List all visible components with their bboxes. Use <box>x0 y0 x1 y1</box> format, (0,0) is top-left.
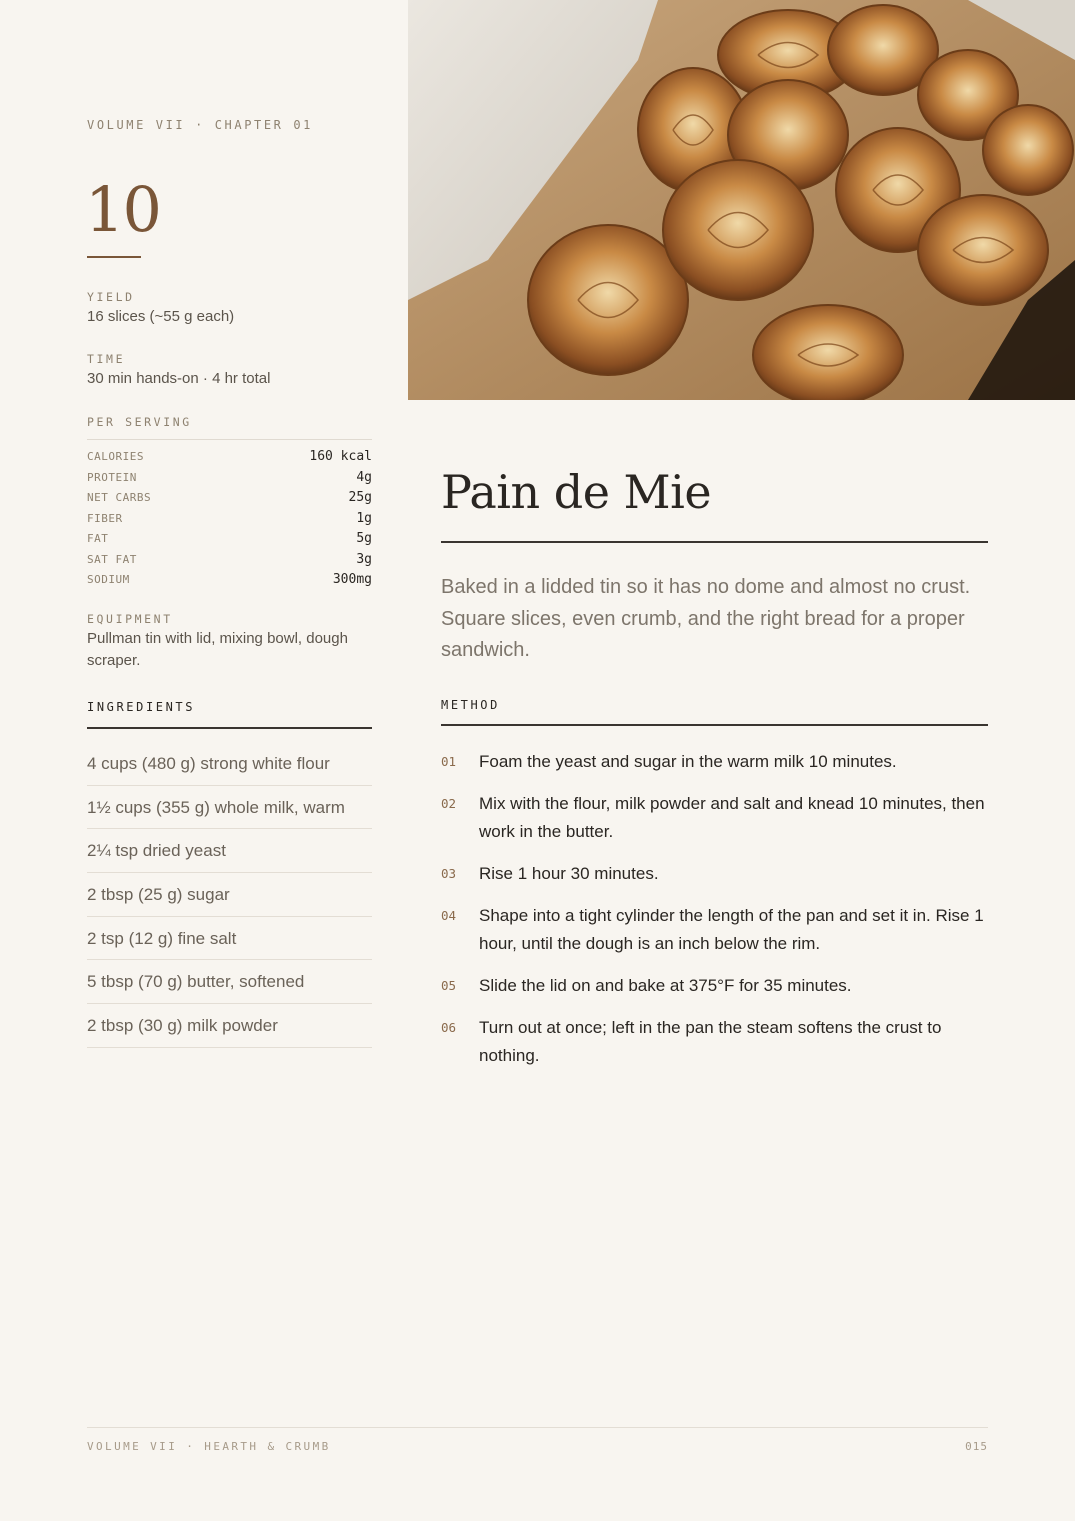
nutrition-name: FIBER <box>87 511 123 525</box>
method-step <box>441 902 988 958</box>
ingredient-item: 2 tbsp (30 g) milk powder <box>87 1004 372 1048</box>
nutrition-row <box>87 490 372 511</box>
step-text: Mix with the flour, milk powder and salt and knead 10 minutes, then work in the butter. <box>479 794 985 841</box>
nutrition-row <box>87 531 372 552</box>
nutrition-row <box>87 511 372 532</box>
step-text: Foam the yeast and sugar in the warm milk 10 minutes. <box>479 752 897 771</box>
equipment-value: Pullman tin with lid, mixing bowl, dough scraper. <box>87 630 348 669</box>
ingredients-list <box>87 742 372 1048</box>
nutrition-value: 300mg <box>332 572 372 587</box>
chapter-eyebrow: VOLUME VII · CHAPTER 01 <box>87 118 313 132</box>
chapter-divider <box>87 256 141 258</box>
nutrition-table <box>87 439 372 593</box>
ingredient-item: 2 tbsp (25 g) sugar <box>87 873 372 917</box>
chapter-number: 10 <box>85 173 160 246</box>
method-heading: METHOD <box>441 698 500 712</box>
step-text: Rise 1 hour 30 minutes. <box>479 864 659 883</box>
ingredient-item: 2¼ tsp dried yeast <box>87 829 372 873</box>
nutrition-value: 5g <box>356 531 372 546</box>
nutrition-row <box>87 470 372 491</box>
nutrition-name: NET CARBS <box>87 491 152 504</box>
step-number: 02 <box>441 796 457 811</box>
nutrition-value: 4g <box>356 469 372 485</box>
method-divider <box>441 724 988 726</box>
page-number: 015 <box>965 1440 988 1453</box>
yield-value: 16 slices (~55 g each) <box>87 308 235 325</box>
nutrition-name: PROTEIN <box>87 470 137 484</box>
ingredient-item: 1½ cups (355 g) whole milk, warm <box>87 786 372 830</box>
nutrition-row <box>87 572 372 593</box>
step-text: Turn out at once; left in the pan the steam softens the crust to nothing. <box>479 1018 942 1065</box>
nutrition-row <box>87 552 372 573</box>
method-step <box>441 1014 988 1070</box>
step-number: 03 <box>441 866 457 881</box>
step-text: Slide the lid on and bake at 375°F for 35 minutes. <box>479 976 852 995</box>
yield-label: YIELD <box>87 290 135 304</box>
nutrition-value: 1g <box>356 510 372 526</box>
nutrition-value: 25g <box>348 490 372 505</box>
title-divider <box>441 541 988 543</box>
time-value: 30 min hands-on · 4 hr total <box>87 370 271 387</box>
footer-running-title: VOLUME VII · HEARTH & CRUMB <box>87 1440 331 1453</box>
time-label: TIME <box>87 352 126 366</box>
recipe-title: Pain de Mie <box>441 465 712 519</box>
ingredient-item: 4 cups (480 g) strong white flour <box>87 742 372 786</box>
step-number: 05 <box>441 978 457 993</box>
ingredient-item: 2 tsp (12 g) fine salt <box>87 917 372 961</box>
method-step <box>441 790 988 846</box>
method-step <box>441 860 988 888</box>
step-number: 04 <box>441 908 457 923</box>
method-step <box>441 748 988 776</box>
step-number: 06 <box>441 1020 457 1035</box>
step-number: 01 <box>441 754 457 769</box>
equipment-label: EQUIPMENT <box>87 612 173 626</box>
ingredients-heading: INGREDIENTS <box>87 700 196 714</box>
footer-divider <box>87 1427 988 1428</box>
nutrition-name: SAT FAT <box>87 552 137 566</box>
nutrition-value: 160 kcal <box>309 449 372 464</box>
method-steps <box>441 748 988 1084</box>
recipe-intro: Baked in a lidded tin so it has no dome and almost no crust. Square slices, even crumb, and the right bread for a proper sandwich. <box>441 576 971 661</box>
step-text: Shape into a tight cylinder the length of the pan and set it in. Rise 1 hour, until the dough is an inch below the rim. <box>479 906 984 953</box>
ingredient-item: 5 tbsp (70 g) butter, softened <box>87 960 372 1004</box>
method-step <box>441 972 988 1000</box>
nutrition-name: FAT <box>87 532 109 545</box>
per-serving-label: PER SERVING <box>87 415 192 429</box>
nutrition-name: CALORIES <box>87 450 144 463</box>
nutrition-value: 3g <box>356 551 372 567</box>
nutrition-name: SODIUM <box>87 573 130 586</box>
hero-photo <box>408 0 1075 400</box>
nutrition-row <box>87 449 372 470</box>
ingredients-divider <box>87 727 372 729</box>
